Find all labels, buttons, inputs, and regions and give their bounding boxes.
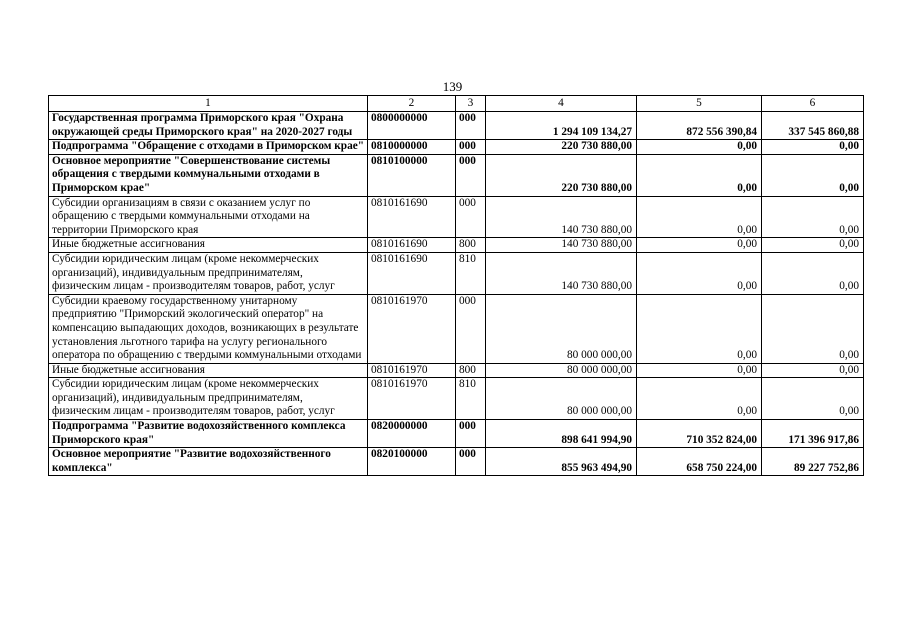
- amount-year-1-cell: 220 730 880,00: [486, 154, 637, 196]
- amount-year-2-cell: 0,00: [637, 196, 762, 238]
- item-name-cell: Подпрограмма "Обращение с отходами в Приморском крае": [49, 140, 368, 155]
- column-header: 1: [49, 96, 368, 112]
- expense-type-cell: 800: [456, 238, 486, 253]
- amount-year-3-cell: 0,00: [762, 378, 864, 420]
- table-row: [49, 448, 864, 476]
- table-row: [49, 378, 864, 420]
- amount-year-2-cell: 0,00: [637, 378, 762, 420]
- amount-year-2-cell: 710 352 824,00: [637, 420, 762, 448]
- amount-year-3-cell: 337 545 860,88: [762, 112, 864, 140]
- target-code-cell: 0810161690: [368, 252, 456, 294]
- expense-type-cell: 000: [456, 196, 486, 238]
- expense-type-cell: 000: [456, 420, 486, 448]
- target-code-cell: 0810100000: [368, 154, 456, 196]
- target-code-cell: 0810000000: [368, 140, 456, 155]
- column-header: 5: [637, 96, 762, 112]
- amount-year-1-cell: 220 730 880,00: [486, 140, 637, 155]
- table-row: [49, 252, 864, 294]
- amount-year-1-cell: 1 294 109 134,27: [486, 112, 637, 140]
- expense-type-cell: 810: [456, 378, 486, 420]
- amount-year-3-cell: 0,00: [762, 252, 864, 294]
- amount-year-1-cell: 80 000 000,00: [486, 294, 637, 363]
- amount-year-3-cell: 89 227 752,86: [762, 448, 864, 476]
- item-name-cell: Основное мероприятие "Развитие водохозяйственного комплекса": [49, 448, 368, 476]
- amount-year-3-cell: 0,00: [762, 238, 864, 253]
- table-row: [49, 112, 864, 140]
- amount-year-3-cell: 0,00: [762, 363, 864, 378]
- column-number-header-row: [49, 96, 864, 112]
- expense-type-cell: 000: [456, 140, 486, 155]
- target-code-cell: 0810161970: [368, 363, 456, 378]
- amount-year-2-cell: 0,00: [637, 252, 762, 294]
- amount-year-2-cell: 0,00: [637, 363, 762, 378]
- amount-year-2-cell: 0,00: [637, 154, 762, 196]
- column-header: 4: [486, 96, 637, 112]
- amount-year-1-cell: 140 730 880,00: [486, 252, 637, 294]
- amount-year-1-cell: 898 641 994,90: [486, 420, 637, 448]
- item-name-cell: Субсидии юридическим лицам (кроме некоммерческих организаций), индивидуальным предпринимателям, физическим лицам - производителям товаров, работ, услуг: [49, 252, 368, 294]
- table-row: [49, 196, 864, 238]
- column-header: 6: [762, 96, 864, 112]
- item-name-cell: Иные бюджетные ассигнования: [49, 238, 368, 253]
- amount-year-2-cell: 0,00: [637, 294, 762, 363]
- expense-type-cell: 800: [456, 363, 486, 378]
- amount-year-2-cell: 658 750 224,00: [637, 448, 762, 476]
- amount-year-3-cell: 171 396 917,86: [762, 420, 864, 448]
- amount-year-3-cell: 0,00: [762, 140, 864, 155]
- amount-year-3-cell: 0,00: [762, 294, 864, 363]
- target-code-cell: 0810161690: [368, 196, 456, 238]
- amount-year-1-cell: 80 000 000,00: [486, 363, 637, 378]
- table-row: [49, 140, 864, 155]
- target-code-cell: 0820100000: [368, 448, 456, 476]
- amount-year-2-cell: 872 556 390,84: [637, 112, 762, 140]
- target-code-cell: 0800000000: [368, 112, 456, 140]
- item-name-cell: Субсидии организациям в связи с оказанием услуг по обращению с твердыми коммунальными отходами на территории Приморского края: [49, 196, 368, 238]
- table-row: [49, 154, 864, 196]
- amount-year-2-cell: 0,00: [637, 140, 762, 155]
- column-header: 3: [456, 96, 486, 112]
- item-name-cell: Иные бюджетные ассигнования: [49, 363, 368, 378]
- amount-year-1-cell: 855 963 494,90: [486, 448, 637, 476]
- amount-year-2-cell: 0,00: [637, 238, 762, 253]
- budget-table: [48, 95, 864, 476]
- table-row: [49, 294, 864, 363]
- target-code-cell: 0810161970: [368, 294, 456, 363]
- amount-year-1-cell: 140 730 880,00: [486, 238, 637, 253]
- expense-type-cell: 000: [456, 112, 486, 140]
- item-name-cell: Государственная программа Приморского края "Охрана окружающей среды Приморского края" на 2020-2027 годы: [49, 112, 368, 140]
- item-name-cell: Субсидии краевому государственному унитарному предприятию "Приморский экологический оператор" на компенсацию выпадающих доходов, возникающих в результате установления льготного тарифа на услугу регионального оператора по обращению с твердыми коммунальными отходами: [49, 294, 368, 363]
- table-row: [49, 238, 864, 253]
- expense-type-cell: 000: [456, 448, 486, 476]
- expense-type-cell: 000: [456, 154, 486, 196]
- column-header: 2: [368, 96, 456, 112]
- target-code-cell: 0820000000: [368, 420, 456, 448]
- item-name-cell: Основное мероприятие "Совершенствование системы обращения с твердыми коммунальными отходами в Приморском крае": [49, 154, 368, 196]
- page-number: 139: [442, 79, 463, 94]
- target-code-cell: 0810161690: [368, 238, 456, 253]
- amount-year-3-cell: 0,00: [762, 154, 864, 196]
- expense-type-cell: 810: [456, 252, 486, 294]
- target-code-cell: 0810161970: [368, 378, 456, 420]
- amount-year-1-cell: 80 000 000,00: [486, 378, 637, 420]
- expense-type-cell: 000: [456, 294, 486, 363]
- item-name-cell: Субсидии юридическим лицам (кроме некоммерческих организаций), индивидуальным предпринимателям, физическим лицам - производителям товаров, работ, услуг: [49, 378, 368, 420]
- table-row: [49, 363, 864, 378]
- table-row: [49, 420, 864, 448]
- amount-year-3-cell: 0,00: [762, 196, 864, 238]
- item-name-cell: Подпрограмма "Развитие водохозяйственного комплекса Приморского края": [49, 420, 368, 448]
- amount-year-1-cell: 140 730 880,00: [486, 196, 637, 238]
